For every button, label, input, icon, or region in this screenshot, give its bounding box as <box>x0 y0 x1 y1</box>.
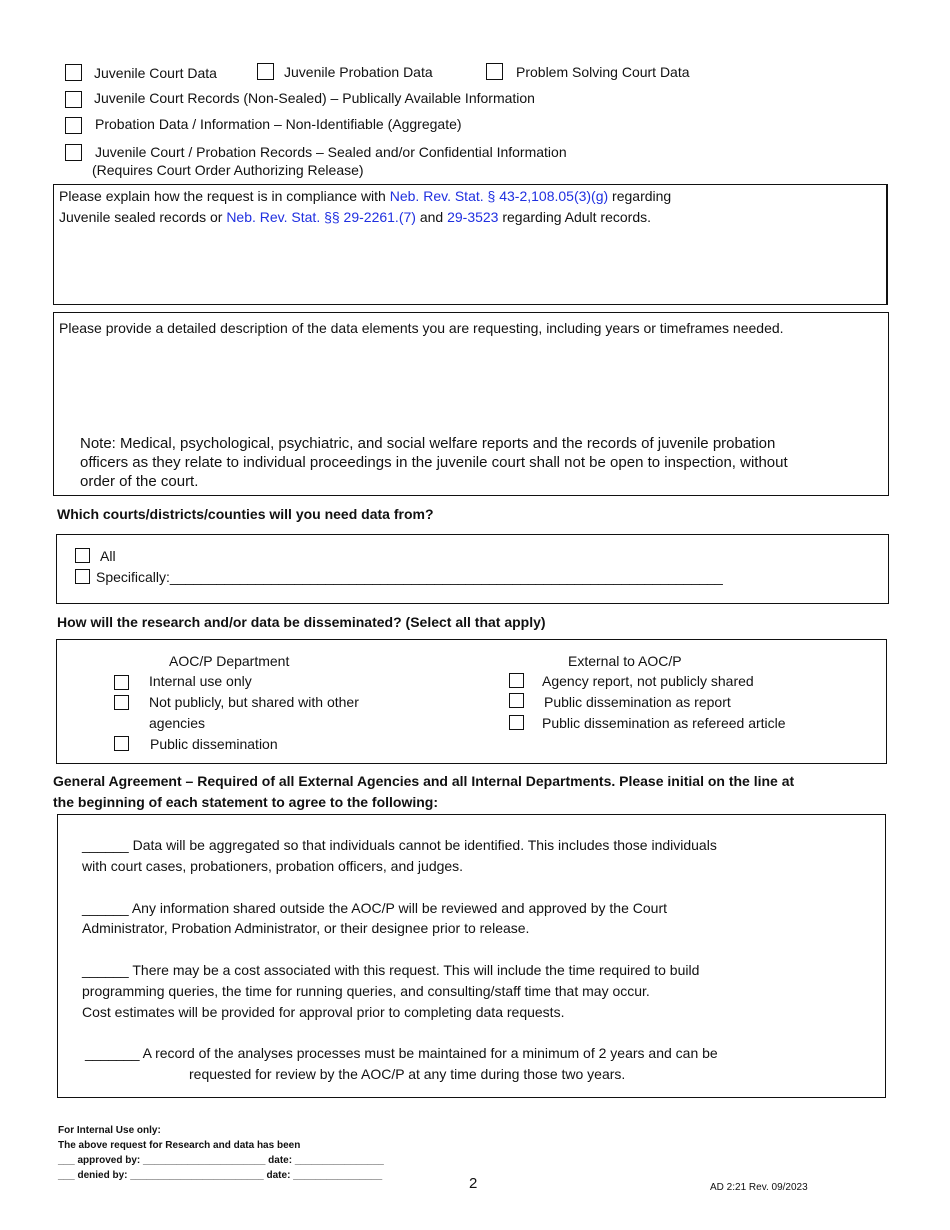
internal-heading: AOC/P Department <box>169 653 290 669</box>
statute-link-29-3523[interactable]: 29-3523 <box>447 209 499 225</box>
label: Juvenile Court Data <box>94 65 217 81</box>
page-number: 2 <box>469 1175 478 1192</box>
specifically-field[interactable]: Specifically:_______________________________________________________________________ <box>96 569 723 585</box>
label: Internal use only <box>149 673 252 689</box>
checkbox-juvenile-court-data[interactable] <box>65 64 82 81</box>
label: Agency report, not publicly shared <box>542 673 754 689</box>
description-prompt: Please provide a detailed description of the data elements you are requesting, including years or timeframes needed. <box>59 320 784 336</box>
label: agencies <box>149 715 206 731</box>
agreement-line: requested for review by the AOC/P at any time during those two years. <box>189 1066 626 1082</box>
checkbox-internal-use[interactable] <box>114 675 129 690</box>
agreement-line: Cost estimates will be provided for approval prior to completing data requests. <box>82 1004 565 1020</box>
external-heading: External to AOC/P <box>568 653 682 669</box>
checkbox-public-report[interactable] <box>509 693 524 708</box>
approved-by-field[interactable]: ___ approved by: ______________________ date: ________________ <box>58 1155 384 1166</box>
checkbox-agency-report[interactable] <box>509 673 524 688</box>
agreement-line: with court cases, probationers, probation officers, and judges. <box>82 858 464 874</box>
sealed-note: (Requires Court Order Authorizing Release) <box>92 162 364 178</box>
agreement-line[interactable]: ______ Data will be aggregated so that individuals cannot be identified. This includes those individuals <box>82 837 717 853</box>
label: All <box>100 548 116 564</box>
text: regarding <box>608 188 672 204</box>
statute-link-43-2108[interactable]: Neb. Rev. Stat. § 43-2,108.05(3)(g) <box>389 188 609 204</box>
checkbox-juvenile-probation-data[interactable] <box>257 63 274 80</box>
label: Public dissemination as report <box>544 694 731 710</box>
request-status-label: The above request for Research and data has been <box>58 1140 301 1151</box>
note-line: officers as they relate to individual proceedings in the juvenile court shall not be open to inspection, without <box>80 454 788 471</box>
courts-question: Which courts/districts/counties will you need data from? <box>57 506 434 522</box>
label: Public dissemination <box>150 736 278 752</box>
agreement-line: Administrator, Probation Administrator, or their designee prior to release. <box>82 920 530 936</box>
label: Probation Data / Information – Non-Identifiable (Aggregate) <box>95 116 462 132</box>
label: Public dissemination as refereed article <box>542 715 786 731</box>
form-id: AD 2:21 Rev. 09/2023 <box>710 1182 808 1193</box>
label: Juvenile Probation Data <box>284 64 433 80</box>
checkbox-problem-solving-court-data[interactable] <box>486 63 503 80</box>
label: Juvenile Court Records (Non-Sealed) – Publically Available Information <box>94 90 535 106</box>
checkbox-public-dissemination[interactable] <box>114 736 129 751</box>
denied-by-field[interactable]: ___ denied by: ________________________ date: ________________ <box>58 1170 383 1181</box>
agreement-line[interactable]: ______ Any information shared outside the AOC/P will be reviewed and approved by the Court <box>82 900 667 916</box>
agreement-heading: General Agreement – Required of all External Agencies and all Internal Departments. Please initial on the line at <box>53 773 795 789</box>
compliance-prompt-line1 <box>59 187 671 205</box>
agreement-line[interactable]: ______ There may be a cost associated with this request. This will include the time required to build <box>82 962 700 978</box>
dissemination-question: How will the research and/or data be disseminated? (Select all that apply) <box>57 614 546 630</box>
compliance-prompt-line2 <box>59 208 651 226</box>
checkbox-refereed-article[interactable] <box>509 715 524 730</box>
text: regarding Adult records. <box>498 209 651 225</box>
label: Not publicly, but shared with other <box>149 694 359 710</box>
note-line: order of the court. <box>80 473 199 490</box>
checkbox-juvenile-court-records[interactable] <box>65 91 82 108</box>
agreement-line[interactable]: _______ A record of the analyses processes must be maintained for a minimum of 2 years and can be <box>85 1045 718 1061</box>
checkbox-specific-courts[interactable] <box>75 569 90 584</box>
checkbox-all-courts[interactable] <box>75 548 90 563</box>
text: Please explain how the request is in compliance with <box>59 188 390 204</box>
checkbox-shared-agencies[interactable] <box>114 695 129 710</box>
internal-use-label: For Internal Use only: <box>58 1125 161 1136</box>
agreement-line: programming queries, the time for running queries, and consulting/staff time that may occur. <box>82 983 650 999</box>
text: and <box>415 209 448 225</box>
checkbox-probation-data[interactable] <box>65 117 82 134</box>
statute-link-29-2261[interactable]: Neb. Rev. Stat. §§ 29-2261.(7) <box>226 209 416 225</box>
note-line: Note: Medical, psychological, psychiatric, and social welfare reports and the records of juvenile probation <box>80 435 776 452</box>
checkbox-sealed-records[interactable] <box>65 144 82 161</box>
text: Juvenile sealed records or <box>59 209 227 225</box>
agreement-heading: the beginning of each statement to agree to the following: <box>53 794 439 810</box>
label: Problem Solving Court Data <box>516 64 690 80</box>
label: Juvenile Court / Probation Records – Sealed and/or Confidential Information <box>95 144 567 160</box>
